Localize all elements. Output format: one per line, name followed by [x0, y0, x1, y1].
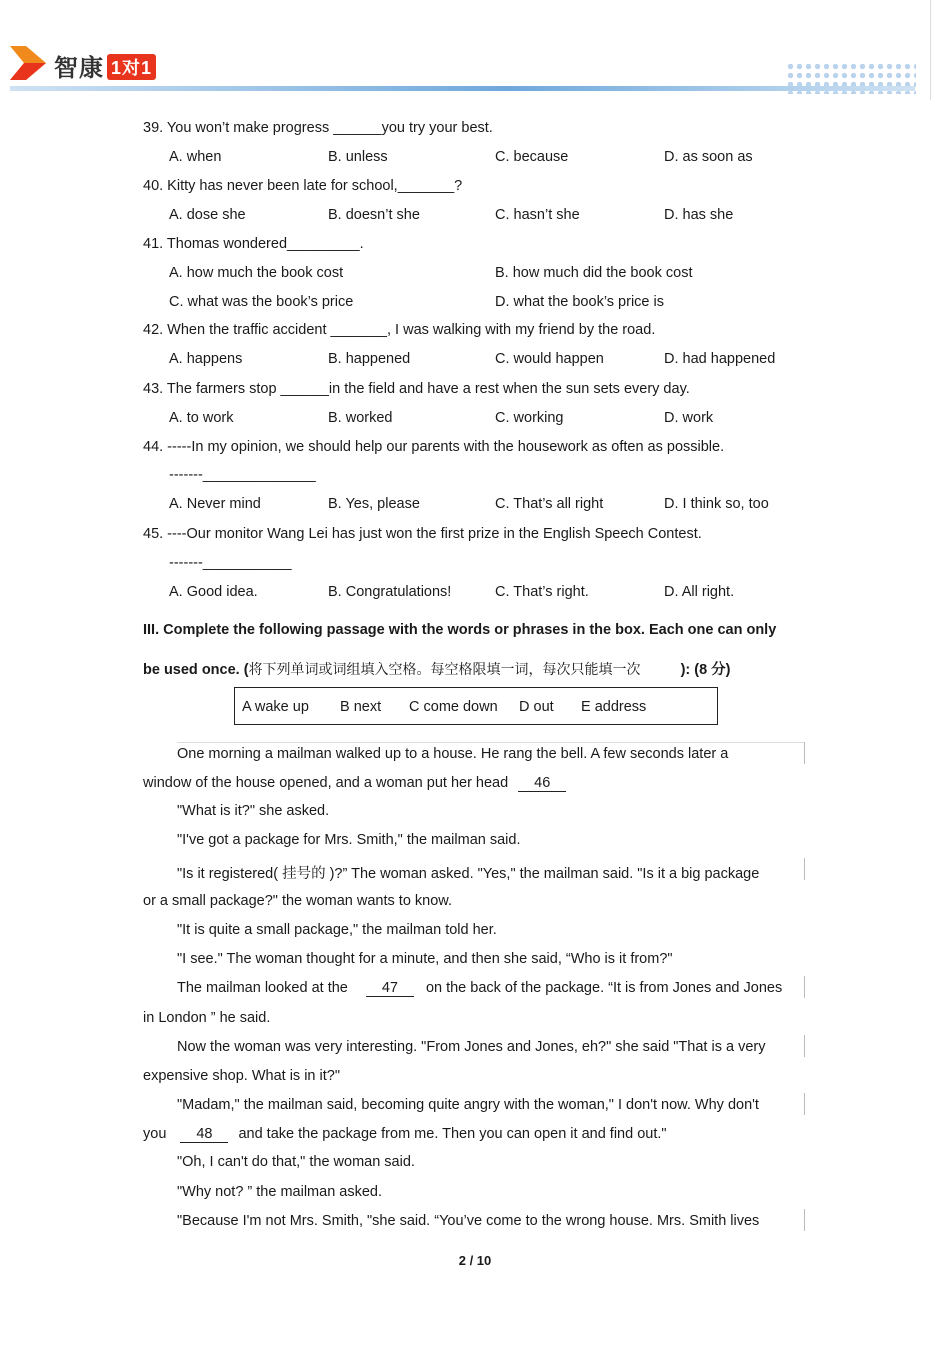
scan-guide: [804, 976, 805, 998]
question-44-response-line[interactable]: -------______________: [169, 467, 316, 483]
passage-line-1: One morning a mailman walked up to a house. He rang the bell. A few seconds later a: [177, 746, 729, 762]
scan-guide: [804, 1093, 805, 1115]
question-45-option-d[interactable]: D. All right.: [664, 584, 735, 600]
passage-line-13: "Madam," the mailman said, becoming quite angry with the woman," I don't now. Why don't: [177, 1097, 759, 1113]
passage-line-9: [177, 980, 782, 997]
question-44-option-d[interactable]: D. I think so, too: [664, 496, 769, 512]
question-43-option-d[interactable]: D. work: [664, 410, 714, 426]
question-45-stem: 45. ----Our monitor Wang Lei has just won the first prize in the English Speech Contest.: [143, 526, 702, 542]
passage-line-11: Now the woman was very interesting. "From Jones and Jones, eh?" she said "That is a very: [177, 1039, 766, 1055]
question-42-option-c[interactable]: C. would happen: [495, 351, 604, 367]
question-41-option-d[interactable]: D. what the book’s price is: [495, 294, 664, 310]
word-option-c[interactable]: C come down: [409, 699, 498, 715]
logo-icon: [10, 46, 46, 80]
blank-46[interactable]: 46: [518, 775, 566, 792]
question-40-option-b[interactable]: B. doesn’t she: [328, 207, 420, 223]
passage-line-2-text: window of the house opened, and a woman put her head: [143, 775, 509, 791]
question-42-stem: 42. When the traffic accident _______, I was walking with my friend by the road.: [143, 322, 656, 338]
passage-line-12: expensive shop. What is in it?": [143, 1068, 340, 1084]
question-45-option-b[interactable]: B. Congratulations!: [328, 584, 452, 600]
brand-badge: 1对1: [107, 54, 156, 80]
passage-line-16: "Why not? ” the mailman asked.: [177, 1184, 383, 1200]
blank-47[interactable]: 47: [366, 980, 414, 997]
passage-line-14-text-a: you: [143, 1126, 167, 1142]
question-45-option-c[interactable]: C. That’s right.: [495, 584, 589, 600]
brand-logo: [54, 48, 156, 83]
word-option-a[interactable]: A wake up: [242, 699, 309, 715]
section-3-title-cn: 将下列单词或词组填入空格。每空格限填一词，每次只能填一次: [248, 662, 641, 678]
passage-line-9-text-a: The mailman looked at the: [177, 980, 348, 996]
question-41-option-b[interactable]: B. how much did the book cost: [495, 265, 693, 281]
scan-guide: [177, 742, 804, 743]
passage-line-17: "Because I'm not Mrs. Smith, "she said. “You’ve come to the wrong house. Mrs. Smith lives: [177, 1213, 760, 1229]
question-40-option-d[interactable]: D. has she: [664, 207, 734, 223]
question-44-option-c[interactable]: C. That’s all right: [495, 496, 604, 512]
scan-guide: [804, 1035, 805, 1057]
section-3-title-end: ): (8 分): [680, 662, 731, 678]
word-option-e[interactable]: E address: [581, 699, 647, 715]
passage-line-3: "What is it?" she asked.: [177, 803, 330, 819]
passage-line-14-text-b: and take the package from me. Then you can open it and find out.": [238, 1126, 667, 1142]
passage-line-10: in London ” he said.: [143, 1010, 271, 1026]
question-40-stem: 40. Kitty has never been late for school,_______?: [143, 178, 463, 194]
margin-rule: [930, 0, 931, 100]
passage-line-5: "Is it registered( 挂号的 )?” The woman asked. "Yes," the mailman said. "Is it a big package: [177, 866, 760, 882]
question-43-option-b[interactable]: B. worked: [328, 410, 393, 426]
scan-guide: [804, 1209, 805, 1231]
word-box: [234, 687, 718, 725]
section-3-title: III. Complete the following passage with the words or phrases in the box. Each one can only: [143, 622, 777, 638]
passage-line-15: "Oh, I can't do that," the woman said.: [177, 1154, 415, 1170]
word-option-b[interactable]: B next: [340, 699, 382, 715]
header-divider: [10, 86, 915, 91]
question-39-option-d[interactable]: D. as soon as: [664, 149, 753, 165]
section-3-title-line2: [143, 658, 731, 679]
question-45-option-a[interactable]: A. Good idea.: [169, 584, 258, 600]
brand-name: 智康: [54, 55, 104, 82]
question-42-option-d[interactable]: D. had happened: [664, 351, 776, 367]
question-41-option-a[interactable]: A. how much the book cost: [169, 265, 344, 281]
question-39-option-b[interactable]: B. unless: [328, 149, 388, 165]
question-44-option-a[interactable]: A. Never mind: [169, 496, 261, 512]
passage-line-2: [143, 775, 566, 792]
word-option-d[interactable]: D out: [519, 699, 554, 715]
scan-guide: [804, 858, 805, 880]
question-41-option-c[interactable]: C. what was the book’s price: [169, 294, 354, 310]
question-42-option-a[interactable]: A. happens: [169, 351, 243, 367]
passage-line-4: "I've got a package for Mrs. Smith," the mailman said.: [177, 832, 521, 848]
question-43-option-a[interactable]: A. to work: [169, 410, 234, 426]
question-43-stem: 43. The farmers stop ______in the field and have a rest when the sun sets every day.: [143, 381, 690, 397]
scan-guide: [804, 742, 805, 764]
passage-line-9-text-b: on the back of the package. “It is from Jones and Jones: [425, 980, 783, 996]
passage-line-14: [143, 1126, 667, 1143]
question-41-stem: 41. Thomas wondered_________.: [143, 236, 364, 252]
question-44-option-b[interactable]: B. Yes, please: [328, 496, 420, 512]
question-42-option-b[interactable]: B. happened: [328, 351, 411, 367]
question-39-option-c[interactable]: C. because: [495, 149, 569, 165]
page-number: 2 / 10: [458, 1253, 492, 1268]
passage-line-7: "It is quite a small package," the mailman told her.: [177, 922, 497, 938]
blank-48[interactable]: 48: [180, 1126, 228, 1143]
section-3-title-en: be used once. (: [143, 662, 249, 678]
passage-line-6: or a small package?" the woman wants to know.: [143, 893, 453, 909]
passage-line-8: "I see." The woman thought for a minute, and then she said, “Who is it from?": [177, 951, 673, 967]
question-39-option-a[interactable]: A. when: [169, 149, 222, 165]
question-45-response-line[interactable]: -------___________: [169, 555, 292, 571]
question-44-stem: 44. -----In my opinion, we should help our parents with the housework as often as possible.: [143, 439, 725, 455]
question-40-option-c[interactable]: C. hasn’t she: [495, 207, 580, 223]
question-39-stem: 39. You won’t make progress ______you try your best.: [143, 120, 493, 136]
question-43-option-c[interactable]: C. working: [495, 410, 564, 426]
question-40-option-a[interactable]: A. dose she: [169, 207, 246, 223]
